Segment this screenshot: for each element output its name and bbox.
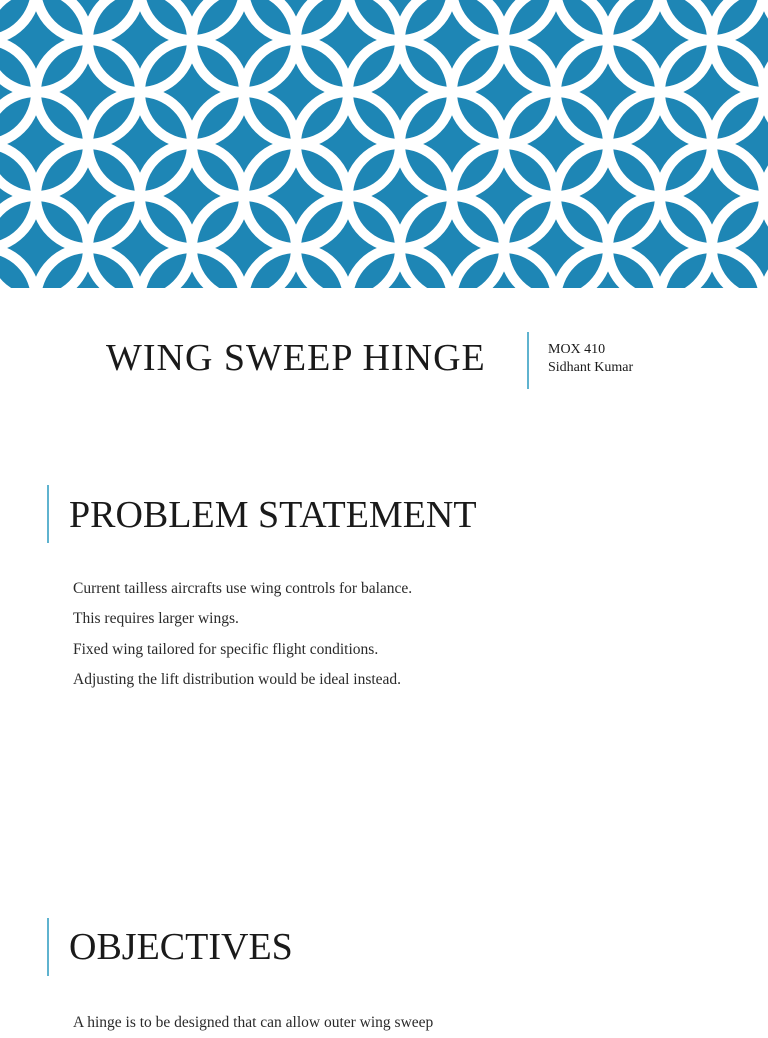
- author-name: Sidhant Kumar: [548, 360, 634, 375]
- circle-pattern-graphic: [0, 0, 768, 288]
- problem-statement-list: [73, 574, 412, 695]
- title-divider: [527, 332, 529, 389]
- course-code: MOX 410: [548, 342, 606, 357]
- objectives-accent-bar: [47, 918, 49, 976]
- list-item: Adjusting the lift distribution would be ideal instead.: [73, 670, 402, 688]
- list-item: Fixed wing tailored for specific flight conditions.: [73, 640, 379, 658]
- problem-accent-bar: [47, 485, 49, 543]
- objectives-list: [73, 1008, 433, 1038]
- objectives-heading: OBJECTIVES: [69, 926, 293, 968]
- list-item: This requires larger wings.: [73, 610, 239, 628]
- slide-subtitle: [548, 341, 633, 377]
- problem-statement-heading: PROBLEM STATEMENT: [69, 494, 477, 536]
- list-item: Current tailless aircrafts use wing controls for balance.: [73, 580, 413, 597]
- list-item: A hinge is to be designed that can allow outer wing sweep: [73, 1014, 434, 1031]
- pattern-banner: [0, 0, 768, 288]
- slide-title: WING SWEEP HINGE: [106, 337, 486, 379]
